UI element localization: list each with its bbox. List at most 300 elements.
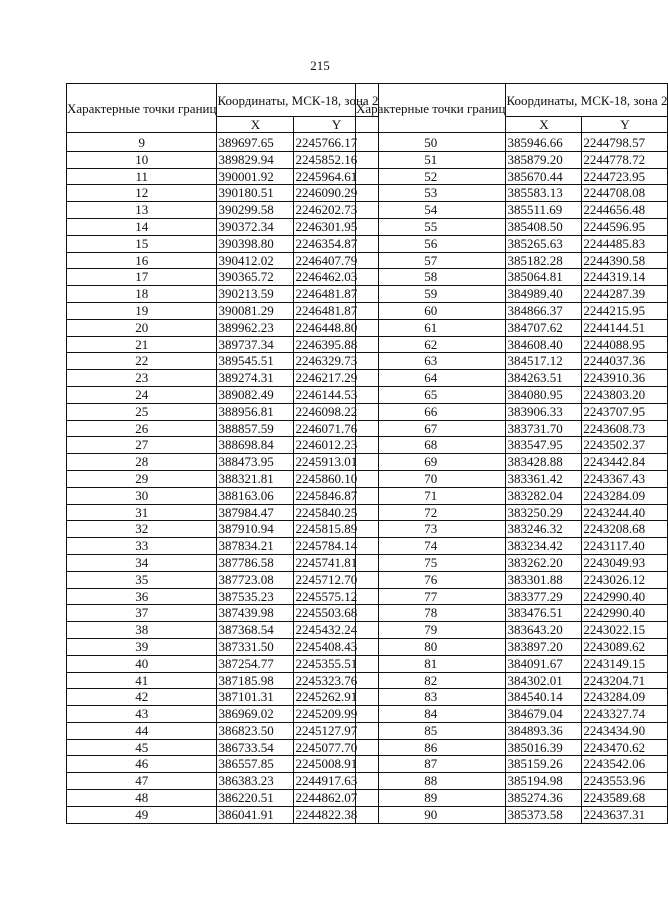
y-coordinate-cell: 2243589.68 [582, 790, 668, 807]
y-header: Y [294, 117, 379, 133]
table-row [67, 302, 379, 319]
y-coordinate-cell: 2245209.99 [294, 706, 379, 723]
y-coordinate-cell: 2243434.90 [582, 722, 668, 739]
x-coordinate-cell: 383361.42 [506, 470, 582, 487]
table-row [356, 571, 668, 588]
y-coordinate-cell: 2246329.73 [294, 353, 379, 370]
point-number-cell: 77 [356, 588, 506, 605]
point-number-cell: 49 [67, 806, 217, 823]
table-row [67, 218, 379, 235]
x-coordinate-cell: 384866.37 [506, 302, 582, 319]
point-number-cell: 16 [67, 252, 217, 269]
point-number-cell: 14 [67, 218, 217, 235]
y-coordinate-cell: 2243502.37 [582, 437, 668, 454]
x-coordinate-cell: 385511.69 [506, 202, 582, 219]
point-number-cell: 78 [356, 605, 506, 622]
x-coordinate-cell: 385016.39 [506, 739, 582, 756]
point-number-cell: 45 [67, 739, 217, 756]
table-row [67, 470, 379, 487]
y-coordinate-cell: 2246354.87 [294, 235, 379, 252]
x-coordinate-cell: 383476.51 [506, 605, 582, 622]
table-row [67, 672, 379, 689]
points-header: Характерные точки границ [67, 84, 217, 133]
x-coordinate-cell: 386733.54 [217, 739, 294, 756]
x-coordinate-cell: 387331.50 [217, 638, 294, 655]
y-coordinate-cell: 2246098.22 [294, 403, 379, 420]
point-number-cell: 68 [356, 437, 506, 454]
y-coordinate-cell: 2243049.93 [582, 554, 668, 571]
y-coordinate-cell: 2245712.70 [294, 571, 379, 588]
point-number-cell: 11 [67, 168, 217, 185]
x-coordinate-cell: 387254.77 [217, 655, 294, 672]
point-number-cell: 50 [356, 133, 506, 152]
table-body-left [67, 133, 379, 824]
table-row [356, 218, 668, 235]
point-number-cell: 60 [356, 302, 506, 319]
point-number-cell: 70 [356, 470, 506, 487]
table-row [67, 722, 379, 739]
x-coordinate-cell: 388321.81 [217, 470, 294, 487]
x-coordinate-cell: 383234.42 [506, 538, 582, 555]
point-number-cell: 18 [67, 286, 217, 303]
table-row [67, 202, 379, 219]
y-coordinate-cell: 2245355.51 [294, 655, 379, 672]
table-row [356, 504, 668, 521]
table-row [356, 252, 668, 269]
x-coordinate-cell: 387185.98 [217, 672, 294, 689]
y-coordinate-cell: 2245840.25 [294, 504, 379, 521]
y-coordinate-cell: 2243208.68 [582, 521, 668, 538]
y-coordinate-cell: 2244144.51 [582, 319, 668, 336]
table-row [356, 286, 668, 303]
x-coordinate-cell: 389697.65 [217, 133, 294, 152]
y-coordinate-cell: 2244723.95 [582, 168, 668, 185]
y-coordinate-cell: 2244656.48 [582, 202, 668, 219]
table-row [67, 790, 379, 807]
x-coordinate-cell: 390180.51 [217, 185, 294, 202]
table-row [356, 706, 668, 723]
y-coordinate-cell: 2243026.12 [582, 571, 668, 588]
table-row [67, 806, 379, 823]
point-number-cell: 36 [67, 588, 217, 605]
page-number: 215 [310, 58, 330, 73]
table-row [356, 622, 668, 639]
x-coordinate-cell: 388163.06 [217, 487, 294, 504]
table-row [67, 370, 379, 387]
x-coordinate-cell: 383428.88 [506, 454, 582, 471]
table-row [356, 151, 668, 168]
point-number-cell: 80 [356, 638, 506, 655]
x-coordinate-cell: 390412.02 [217, 252, 294, 269]
point-number-cell: 13 [67, 202, 217, 219]
y-coordinate-cell: 2245741.81 [294, 554, 379, 571]
x-coordinate-cell: 387439.98 [217, 605, 294, 622]
point-number-cell: 67 [356, 420, 506, 437]
x-coordinate-cell: 388698.84 [217, 437, 294, 454]
x-coordinate-cell: 385182.28 [506, 252, 582, 269]
coords-header: Координаты, МСК-18, зона 2 [217, 84, 379, 117]
point-number-cell: 62 [356, 336, 506, 353]
y-coordinate-cell: 2245323.76 [294, 672, 379, 689]
point-number-cell: 33 [67, 538, 217, 555]
y-coordinate-cell: 2242990.40 [582, 605, 668, 622]
point-number-cell: 74 [356, 538, 506, 555]
table-row [356, 655, 668, 672]
x-coordinate-cell: 390398.80 [217, 235, 294, 252]
table-row [67, 235, 379, 252]
x-coordinate-cell: 385373.58 [506, 806, 582, 823]
point-number-cell: 56 [356, 235, 506, 252]
table-row [356, 420, 668, 437]
x-coordinate-cell: 383906.33 [506, 403, 582, 420]
y-coordinate-cell: 2245008.91 [294, 756, 379, 773]
table-row [356, 235, 668, 252]
x-coordinate-cell: 387368.54 [217, 622, 294, 639]
table-row [67, 756, 379, 773]
table-row [67, 252, 379, 269]
point-number-cell: 35 [67, 571, 217, 588]
y-coordinate-cell: 2245784.14 [294, 538, 379, 555]
y-coordinate-cell: 2245815.89 [294, 521, 379, 538]
y-coordinate-cell: 2244596.95 [582, 218, 668, 235]
point-number-cell: 32 [67, 521, 217, 538]
table-row [356, 269, 668, 286]
x-coordinate-cell: 386383.23 [217, 773, 294, 790]
table-row [356, 437, 668, 454]
table-row [67, 689, 379, 706]
x-coordinate-cell: 384263.51 [506, 370, 582, 387]
table-row [67, 133, 379, 152]
y-coordinate-cell: 2246090.29 [294, 185, 379, 202]
table-row [356, 168, 668, 185]
y-coordinate-cell: 2244319.14 [582, 269, 668, 286]
table-row [356, 806, 668, 823]
table-row [356, 386, 668, 403]
x-coordinate-cell: 388956.81 [217, 403, 294, 420]
point-number-cell: 51 [356, 151, 506, 168]
point-number-cell: 46 [67, 756, 217, 773]
point-number-cell: 12 [67, 185, 217, 202]
point-number-cell: 66 [356, 403, 506, 420]
x-coordinate-cell: 389962.23 [217, 319, 294, 336]
point-number-cell: 17 [67, 269, 217, 286]
y-coordinate-cell: 2245964.61 [294, 168, 379, 185]
table-row [67, 638, 379, 655]
y-coordinate-cell: 2243367.43 [582, 470, 668, 487]
y-coordinate-cell: 2246301.95 [294, 218, 379, 235]
table-row [356, 689, 668, 706]
y-coordinate-cell: 2243117.40 [582, 538, 668, 555]
table-row [356, 605, 668, 622]
x-coordinate-cell: 384989.40 [506, 286, 582, 303]
y-coordinate-cell: 2245408.43 [294, 638, 379, 655]
y-coordinate-cell: 2245860.10 [294, 470, 379, 487]
table-row [67, 504, 379, 521]
table-row [67, 386, 379, 403]
table-row [67, 622, 379, 639]
y-coordinate-cell: 2242990.40 [582, 588, 668, 605]
point-number-cell: 24 [67, 386, 217, 403]
table-row [67, 319, 379, 336]
y-coordinate-cell: 2244287.39 [582, 286, 668, 303]
y-coordinate-cell: 2243910.36 [582, 370, 668, 387]
point-number-cell: 20 [67, 319, 217, 336]
table-row [67, 571, 379, 588]
y-coordinate-cell: 2243442.84 [582, 454, 668, 471]
y-coordinate-cell: 2243707.95 [582, 403, 668, 420]
table-row [356, 538, 668, 555]
point-number-cell: 43 [67, 706, 217, 723]
y-coordinate-cell: 2243470.62 [582, 739, 668, 756]
y-coordinate-cell: 2245575.12 [294, 588, 379, 605]
point-number-cell: 38 [67, 622, 217, 639]
x-coordinate-cell: 384893.36 [506, 722, 582, 739]
point-number-cell: 37 [67, 605, 217, 622]
table-row [67, 605, 379, 622]
table-row [356, 470, 668, 487]
point-number-cell: 88 [356, 773, 506, 790]
table-row [67, 487, 379, 504]
x-coordinate-cell: 386969.02 [217, 706, 294, 723]
x-coordinate-cell: 387101.31 [217, 689, 294, 706]
x-coordinate-cell: 383262.20 [506, 554, 582, 571]
table-row [67, 739, 379, 756]
point-number-cell: 52 [356, 168, 506, 185]
x-coordinate-cell: 389737.34 [217, 336, 294, 353]
y-coordinate-cell: 2246012.23 [294, 437, 379, 454]
point-number-cell: 10 [67, 151, 217, 168]
x-coordinate-cell: 384679.04 [506, 706, 582, 723]
x-coordinate-cell: 385583.13 [506, 185, 582, 202]
point-number-cell: 28 [67, 454, 217, 471]
point-number-cell: 82 [356, 672, 506, 689]
table-row [67, 353, 379, 370]
y-coordinate-cell: 2243149.15 [582, 655, 668, 672]
point-number-cell: 53 [356, 185, 506, 202]
table-row [67, 538, 379, 555]
point-number-cell: 81 [356, 655, 506, 672]
table-row [356, 487, 668, 504]
point-number-cell: 69 [356, 454, 506, 471]
point-number-cell: 83 [356, 689, 506, 706]
point-number-cell: 42 [67, 689, 217, 706]
x-coordinate-cell: 390299.58 [217, 202, 294, 219]
table-row [67, 437, 379, 454]
x-coordinate-cell: 383250.29 [506, 504, 582, 521]
x-coordinate-cell: 387834.21 [217, 538, 294, 555]
y-coordinate-cell: 2245262.91 [294, 689, 379, 706]
y-coordinate-cell: 2244037.36 [582, 353, 668, 370]
x-coordinate-cell: 385194.98 [506, 773, 582, 790]
table-row [356, 638, 668, 655]
y-coordinate-cell: 2244215.95 [582, 302, 668, 319]
table-row [67, 286, 379, 303]
point-number-cell: 86 [356, 739, 506, 756]
table-body-right [356, 133, 668, 824]
table-row [67, 336, 379, 353]
table-row [356, 403, 668, 420]
x-coordinate-cell: 383731.70 [506, 420, 582, 437]
table-row [356, 370, 668, 387]
x-coordinate-cell: 387535.23 [217, 588, 294, 605]
y-coordinate-cell: 2246481.87 [294, 302, 379, 319]
y-coordinate-cell: 2243542.06 [582, 756, 668, 773]
y-coordinate-cell: 2246481.87 [294, 286, 379, 303]
point-number-cell: 85 [356, 722, 506, 739]
y-coordinate-cell: 2245766.17 [294, 133, 379, 152]
x-coordinate-cell: 384608.40 [506, 336, 582, 353]
x-coordinate-cell: 384540.14 [506, 689, 582, 706]
table-row [356, 790, 668, 807]
point-number-cell: 59 [356, 286, 506, 303]
y-coordinate-cell: 2243204.71 [582, 672, 668, 689]
x-coordinate-cell: 390372.34 [217, 218, 294, 235]
y-coordinate-cell: 2244798.57 [582, 133, 668, 152]
x-coordinate-cell: 383246.32 [506, 521, 582, 538]
y-coordinate-cell: 2246462.03 [294, 269, 379, 286]
x-coordinate-cell: 387910.94 [217, 521, 294, 538]
point-number-cell: 9 [67, 133, 217, 152]
y-coordinate-cell: 2243327.74 [582, 706, 668, 723]
coords-header: Координаты, МСК-18, зона 2 [506, 84, 668, 117]
table-row [356, 133, 668, 152]
x-coordinate-cell: 385408.50 [506, 218, 582, 235]
x-coordinate-cell: 389082.49 [217, 386, 294, 403]
y-coordinate-cell: 2244088.95 [582, 336, 668, 353]
y-coordinate-cell: 2246071.76 [294, 420, 379, 437]
point-number-cell: 23 [67, 370, 217, 387]
point-number-cell: 64 [356, 370, 506, 387]
point-number-cell: 73 [356, 521, 506, 538]
y-coordinate-cell: 2246217.29 [294, 370, 379, 387]
y-coordinate-cell: 2243637.31 [582, 806, 668, 823]
y-header: Y [582, 117, 668, 133]
table-row [356, 454, 668, 471]
x-coordinate-cell: 384707.62 [506, 319, 582, 336]
x-coordinate-cell: 385265.63 [506, 235, 582, 252]
point-number-cell: 19 [67, 302, 217, 319]
table-row [67, 773, 379, 790]
point-number-cell: 26 [67, 420, 217, 437]
x-coordinate-cell: 384091.67 [506, 655, 582, 672]
point-number-cell: 54 [356, 202, 506, 219]
y-coordinate-cell: 2243803.20 [582, 386, 668, 403]
table-row [356, 521, 668, 538]
x-coordinate-cell: 387723.08 [217, 571, 294, 588]
y-coordinate-cell: 2244822.38 [294, 806, 379, 823]
x-coordinate-cell: 388857.59 [217, 420, 294, 437]
x-coordinate-cell: 389829.94 [217, 151, 294, 168]
table-row [356, 319, 668, 336]
table-row [356, 202, 668, 219]
x-coordinate-cell: 383643.20 [506, 622, 582, 639]
y-coordinate-cell: 2245846.87 [294, 487, 379, 504]
table-row [356, 336, 668, 353]
point-number-cell: 75 [356, 554, 506, 571]
point-number-cell: 44 [67, 722, 217, 739]
x-coordinate-cell: 386041.91 [217, 806, 294, 823]
x-coordinate-cell: 390081.29 [217, 302, 294, 319]
y-coordinate-cell: 2246395.88 [294, 336, 379, 353]
table-row [356, 756, 668, 773]
coordinates-table-right [355, 83, 668, 824]
point-number-cell: 55 [356, 218, 506, 235]
x-coordinate-cell: 385159.26 [506, 756, 582, 773]
x-coordinate-cell: 387786.58 [217, 554, 294, 571]
point-number-cell: 90 [356, 806, 506, 823]
table-row [67, 403, 379, 420]
x-coordinate-cell: 384517.12 [506, 353, 582, 370]
x-coordinate-cell: 386557.85 [217, 756, 294, 773]
x-header: X [217, 117, 294, 133]
table-row [67, 420, 379, 437]
x-coordinate-cell: 385879.20 [506, 151, 582, 168]
y-coordinate-cell: 2246407.79 [294, 252, 379, 269]
y-coordinate-cell: 2246144.53 [294, 386, 379, 403]
table-row [356, 739, 668, 756]
point-number-cell: 25 [67, 403, 217, 420]
table-row [67, 706, 379, 723]
y-coordinate-cell: 2243608.73 [582, 420, 668, 437]
x-header: X [506, 117, 582, 133]
points-header: Характерные точки границ [356, 84, 506, 133]
point-number-cell: 39 [67, 638, 217, 655]
point-number-cell: 65 [356, 386, 506, 403]
table-row [67, 521, 379, 538]
x-coordinate-cell: 383377.29 [506, 588, 582, 605]
y-coordinate-cell: 2245913.01 [294, 454, 379, 471]
x-coordinate-cell: 383547.95 [506, 437, 582, 454]
point-number-cell: 40 [67, 655, 217, 672]
point-number-cell: 27 [67, 437, 217, 454]
x-coordinate-cell: 390001.92 [217, 168, 294, 185]
table-row [356, 588, 668, 605]
y-coordinate-cell: 2244390.58 [582, 252, 668, 269]
y-coordinate-cell: 2246448.80 [294, 319, 379, 336]
x-coordinate-cell: 386823.50 [217, 722, 294, 739]
x-coordinate-cell: 390365.72 [217, 269, 294, 286]
point-number-cell: 31 [67, 504, 217, 521]
y-coordinate-cell: 2243284.09 [582, 487, 668, 504]
point-number-cell: 15 [67, 235, 217, 252]
table-row [356, 185, 668, 202]
point-number-cell: 22 [67, 353, 217, 370]
y-coordinate-cell: 2246202.73 [294, 202, 379, 219]
y-coordinate-cell: 2244778.72 [582, 151, 668, 168]
point-number-cell: 71 [356, 487, 506, 504]
y-coordinate-cell: 2244917.63 [294, 773, 379, 790]
x-coordinate-cell: 386220.51 [217, 790, 294, 807]
x-coordinate-cell: 384302.01 [506, 672, 582, 689]
table-row [67, 454, 379, 471]
point-number-cell: 48 [67, 790, 217, 807]
table-row [67, 554, 379, 571]
x-coordinate-cell: 385274.36 [506, 790, 582, 807]
y-coordinate-cell: 2245077.70 [294, 739, 379, 756]
point-number-cell: 47 [67, 773, 217, 790]
point-number-cell: 57 [356, 252, 506, 269]
x-coordinate-cell: 389545.51 [217, 353, 294, 370]
x-coordinate-cell: 385064.81 [506, 269, 582, 286]
table-row [67, 151, 379, 168]
point-number-cell: 76 [356, 571, 506, 588]
point-number-cell: 29 [67, 470, 217, 487]
point-number-cell: 87 [356, 756, 506, 773]
y-coordinate-cell: 2245127.97 [294, 722, 379, 739]
y-coordinate-cell: 2243553.96 [582, 773, 668, 790]
table-row [356, 554, 668, 571]
y-coordinate-cell: 2243244.40 [582, 504, 668, 521]
